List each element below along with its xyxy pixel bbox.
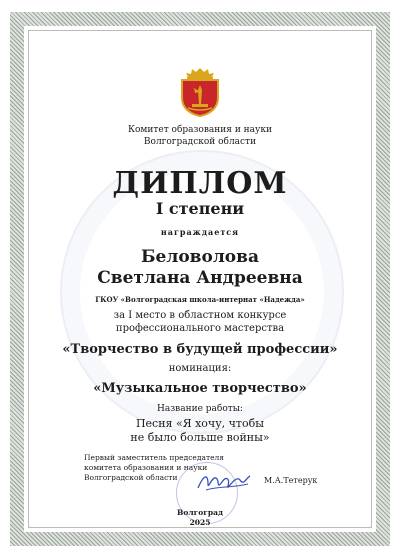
school-name: ГКОУ «Волгоградская школа-интернат «Надежда» xyxy=(95,295,305,304)
signer-position-line-3: Волгоградской области xyxy=(84,473,178,482)
achievement-text xyxy=(40,309,360,335)
issuer-line-1: Комитет образования и науки xyxy=(128,125,272,135)
diploma-title: ДИПЛОМ xyxy=(112,166,288,201)
work-title xyxy=(40,417,360,445)
nomination-name: «Музыкальное творчество» xyxy=(93,381,307,396)
volgograd-emblem-icon xyxy=(178,66,222,118)
signer-position-line-1: Первый заместитель председателя xyxy=(84,453,225,462)
recipient-surname: Беловолова xyxy=(141,247,259,267)
issue-year: 2025 xyxy=(189,518,211,527)
issuer-block xyxy=(40,124,360,148)
handwritten-signature xyxy=(196,468,252,496)
work-title-line-1: Песня «Я хочу, чтобы xyxy=(135,417,265,430)
achievement-line-1: за I место в областном конкурсе xyxy=(113,310,287,321)
issue-city: Волгоград xyxy=(177,508,223,517)
signer-position-line-2: комитета образования и науки xyxy=(84,463,208,472)
recipient-given-names: Светлана Андреевна xyxy=(97,268,303,288)
contest-name: «Творчество в будущей профессии» xyxy=(62,342,338,357)
signer-name: М.А.Тетерук xyxy=(264,476,318,485)
work-title-label: Название работы: xyxy=(157,404,243,414)
achievement-line-2: профессионального мастерства xyxy=(115,323,285,334)
diploma-degree: I степени xyxy=(155,199,245,218)
work-title-line-2: не было больше войны» xyxy=(130,431,270,444)
awarded-label: награждается xyxy=(160,227,240,237)
nomination-label: номинация: xyxy=(168,363,232,374)
issuer-line-2: Волгоградской области xyxy=(143,137,257,147)
